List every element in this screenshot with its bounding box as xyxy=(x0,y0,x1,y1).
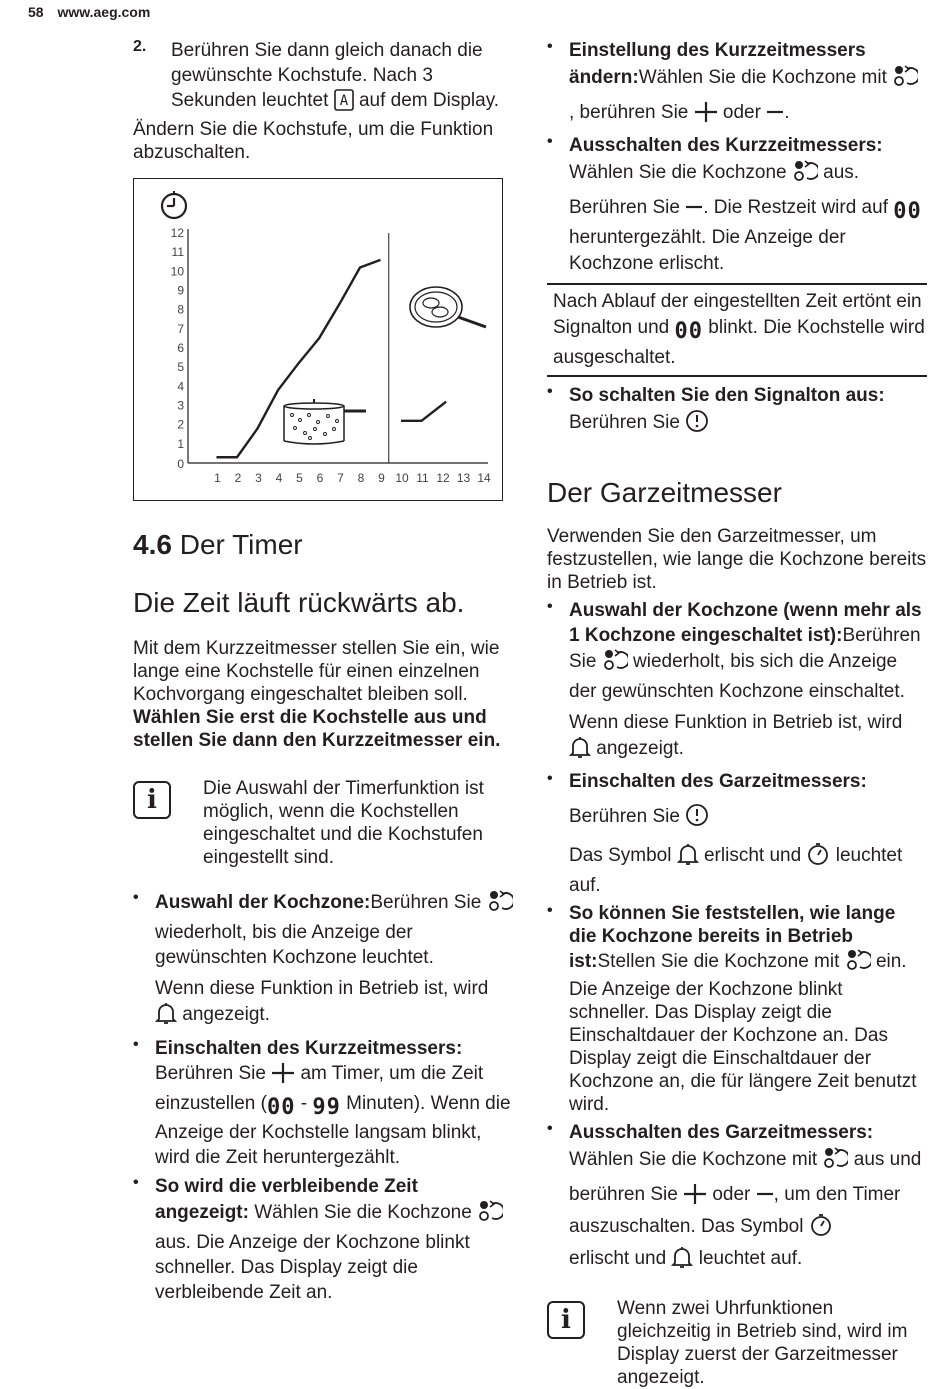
plus-icon xyxy=(683,1183,707,1213)
minus-icon xyxy=(685,191,703,217)
bell-icon xyxy=(671,1245,693,1277)
x-tick-label: 3 xyxy=(255,471,262,485)
item-title: Ausschalten des Garzeitmessers: xyxy=(569,1122,874,1143)
x-tick-label: 11 xyxy=(416,471,429,485)
display-00-icon: 00 xyxy=(893,199,922,224)
subheading: Die Zeit läuft rückwärts ab. xyxy=(133,587,465,618)
x-tick-label: 8 xyxy=(357,471,365,485)
x-tick-label: 13 xyxy=(456,471,471,485)
note-box: Nach Ablauf der eingestellten Zeit ertönt ein Signalton und 00 blinkt. Die Kochstelle wird ausgeschaltet. xyxy=(547,283,927,377)
zone-select-icon xyxy=(892,64,918,96)
y-tick-label: 8 xyxy=(177,302,184,317)
timer-icon xyxy=(685,409,709,441)
display-00-icon: 00 xyxy=(266,1095,296,1120)
x-tick-label: 7 xyxy=(337,471,344,485)
item-title: Auswahl der Kochzone (wenn mehr als 1 Kochzone eingeschaltet ist): xyxy=(569,600,922,646)
zone-select-icon xyxy=(792,159,818,191)
list-item: • Ausschalten des Garzeitmessers: Wählen Sie die Kochzone mit aus und berühren Sie oder , um den Timer auszuschalten. Das Symbol erlischt und leuchtet auf. xyxy=(547,1120,927,1277)
chart-svg xyxy=(134,179,504,502)
list-item: • Einschalten des Kurzzeitmessers: Berühren Sie am Timer, um die Zeit einzustellen (00 - 99 Minuten). Wenn die Anzeige der Kochstelle langsam blinkt, wird die Zeit heruntergezählt. xyxy=(133,1036,511,1168)
y-tick-label: 10 xyxy=(170,264,184,279)
plus-icon xyxy=(694,101,718,131)
y-tick-label: 4 xyxy=(177,379,184,394)
display-00-icon: 00 xyxy=(674,319,703,344)
stopwatch-icon xyxy=(806,842,830,873)
item-title: So schalten Sie den Signalton aus: xyxy=(569,385,885,406)
info-icon: i xyxy=(547,1301,585,1339)
garzeitmesser-heading: Der Garzeitmesser xyxy=(547,477,782,508)
y-tick-label: 6 xyxy=(177,341,184,355)
step-2-note: Ändern Sie die Kochstufe, um die Funktion abzuschalten. xyxy=(133,119,494,163)
list-item: • Auswahl der Kochzone (wenn mehr als 1 Kochzone eingeschaltet ist):Berühren Sie wiederholt, bis sich die Anzeige der gewünschten Kochzone einschaltet. Wenn diese Funktion in Betrieb ist, wird angezeigt. xyxy=(547,598,927,766)
x-tick-label: 2 xyxy=(234,471,242,485)
page-number: 58 xyxy=(28,4,44,20)
y-tick-label: 11 xyxy=(171,245,184,260)
y-tick-label: 12 xyxy=(170,226,184,240)
display-a-icon xyxy=(334,89,354,118)
page-header xyxy=(28,4,150,20)
section-title: Der Timer xyxy=(179,529,303,560)
zone-select-icon xyxy=(477,1199,503,1230)
y-tick-label: 3 xyxy=(177,398,184,413)
x-tick-label: 1 xyxy=(214,471,221,485)
info-note-1-text: Die Auswahl der Timerfunktion ist möglich, wenn die Kochstellen eingeschaltet und die Kochstufen eingestellt sind. xyxy=(203,778,484,868)
list-item: • Ausschalten des Kurzzeitmessers: Wählen Sie die Kochzone aus. Berühren Sie . Die Restzeit wird auf 00 heruntergezählt. Die Anzeige der Kochzone erlischt. xyxy=(547,133,922,274)
item-title: Einschalten des Garzeitmessers: xyxy=(569,771,867,792)
zone-select-icon xyxy=(845,948,871,978)
x-tick-label: 4 xyxy=(275,471,283,485)
site-url[interactable]: www.aeg.com xyxy=(57,4,151,20)
x-tick-label: 5 xyxy=(296,471,303,485)
x-tick-label: 14 xyxy=(477,471,491,485)
series-line-1 xyxy=(217,260,381,457)
step-2 xyxy=(133,38,513,118)
item-title: Einschalten des Kurzzeitmessers: xyxy=(155,1038,463,1059)
cooking-chart xyxy=(133,178,503,501)
pan-illustration xyxy=(410,287,486,327)
info-note-2 xyxy=(547,1297,927,1389)
bell-icon xyxy=(677,842,699,873)
y-tick-label: 0 xyxy=(177,457,184,471)
garzeitmesser-intro: Verwenden Sie den Garzeitmesser, um festzustellen, wie lange die Kochzone bereits in Betrieb ist. xyxy=(547,526,927,593)
intro-bold: Wählen Sie erst die Kochstelle aus und stellen Sie dann den Kurzzeitmesser ein. xyxy=(133,707,501,751)
list-item: • Einschalten des Garzeitmessers: Berühren Sie Das Symbol erlischt und leuchtet auf. xyxy=(547,770,927,898)
timer-icon xyxy=(685,803,709,834)
list-item: • So schalten Sie den Signalton aus: Berühren Sie xyxy=(547,383,927,441)
zone-select-icon xyxy=(602,648,628,679)
item-title: Einstellung des Kurzzeitmessers ändern: xyxy=(569,40,866,88)
intro-text: Mit dem Kurzzeitmesser stellen Sie ein, wie lange eine Kochstelle für einen einzelnen Kochvorgang eingeschaltet bleiben soll. xyxy=(133,638,500,705)
left-column xyxy=(133,38,513,1305)
step-number: 2. xyxy=(133,38,147,55)
list-item: • So können Sie feststellen, wie lange die Kochzone bereits in Betrieb ist:Stellen Sie die Kochzone mit ein. Die Anzeige der Kochzone blinkt schneller. Das Display zeigt die Einschaltdauer der Kochzone an. Das Display zeigt die Einschaltdauer der Kochzone an, die für längere Zeit benutzt wird. xyxy=(547,902,917,1115)
y-tick-label: 1 xyxy=(177,436,184,451)
bell-icon xyxy=(569,735,591,766)
svg-text:A: A xyxy=(339,93,348,109)
x-tick-label: 6 xyxy=(316,471,324,485)
zone-select-icon xyxy=(487,889,513,920)
pot-illustration xyxy=(284,399,366,444)
item-title: So wird die verbleibende Zeit angezeigt: xyxy=(155,1176,418,1223)
item-title: Auswahl der Kochzone: xyxy=(155,892,371,913)
y-tick-label: 5 xyxy=(177,360,184,375)
list-item: • Auswahl der Kochzone:Berühren Sie wiederholt, bis die Anzeige der gewünschten Kochzone leuchtet. Wenn diese Funktion in Betrieb ist, wird angezeigt. xyxy=(133,889,513,1032)
x-tick-label: 10 xyxy=(395,471,409,485)
section-number: 4.6 xyxy=(133,529,172,560)
bell-icon xyxy=(155,1001,177,1032)
x-tick-label: 9 xyxy=(378,471,385,485)
clock-icon xyxy=(162,191,186,218)
y-tick-label: 7 xyxy=(177,321,184,336)
item-title: So können Sie feststellen, wie lange die Kochzone bereits in Betrieb ist: xyxy=(569,903,896,972)
stopwatch-icon xyxy=(809,1213,833,1245)
list-item: • So wird die verbleibende Zeit angezeigt: Wählen Sie die Kochzone aus. Die Anzeige der Kochzone blinkt schneller. Das Display zeigt die verbleibende Zeit an. xyxy=(133,1174,513,1305)
display-99-icon: 99 xyxy=(312,1095,341,1120)
step-2-text-b: auf dem Display. xyxy=(358,90,500,111)
minus-icon xyxy=(766,96,784,122)
plus-icon xyxy=(271,1062,295,1091)
series-line-2 xyxy=(401,402,446,421)
y-tick-label: 2 xyxy=(177,417,184,432)
step-2-text: Berühren Sie dann gleich danach die gewünschte Kochstufe. Nach 3 Sekunden leuchtet xyxy=(171,40,483,111)
right-column xyxy=(547,38,927,1389)
minus-icon xyxy=(756,1178,774,1204)
x-tick-label: 12 xyxy=(436,471,450,485)
y-tick-label: 9 xyxy=(177,283,184,298)
list-item: • Einstellung des Kurzzeitmessers ändern:Wählen Sie die Kochzone mit , berühren Sie oder . xyxy=(547,38,927,131)
zone-select-icon xyxy=(822,1146,848,1178)
info-note-2-text: Wenn zwei Uhrfunktionen gleichzeitig in Betrieb sind, wird im Display zuerst der Garzeitmesser angezeigt. xyxy=(617,1298,908,1388)
item-title: Ausschalten des Kurzzeitmessers: xyxy=(569,135,883,156)
section-heading xyxy=(133,529,513,561)
info-note-1 xyxy=(133,777,513,869)
info-icon: i xyxy=(133,781,171,819)
